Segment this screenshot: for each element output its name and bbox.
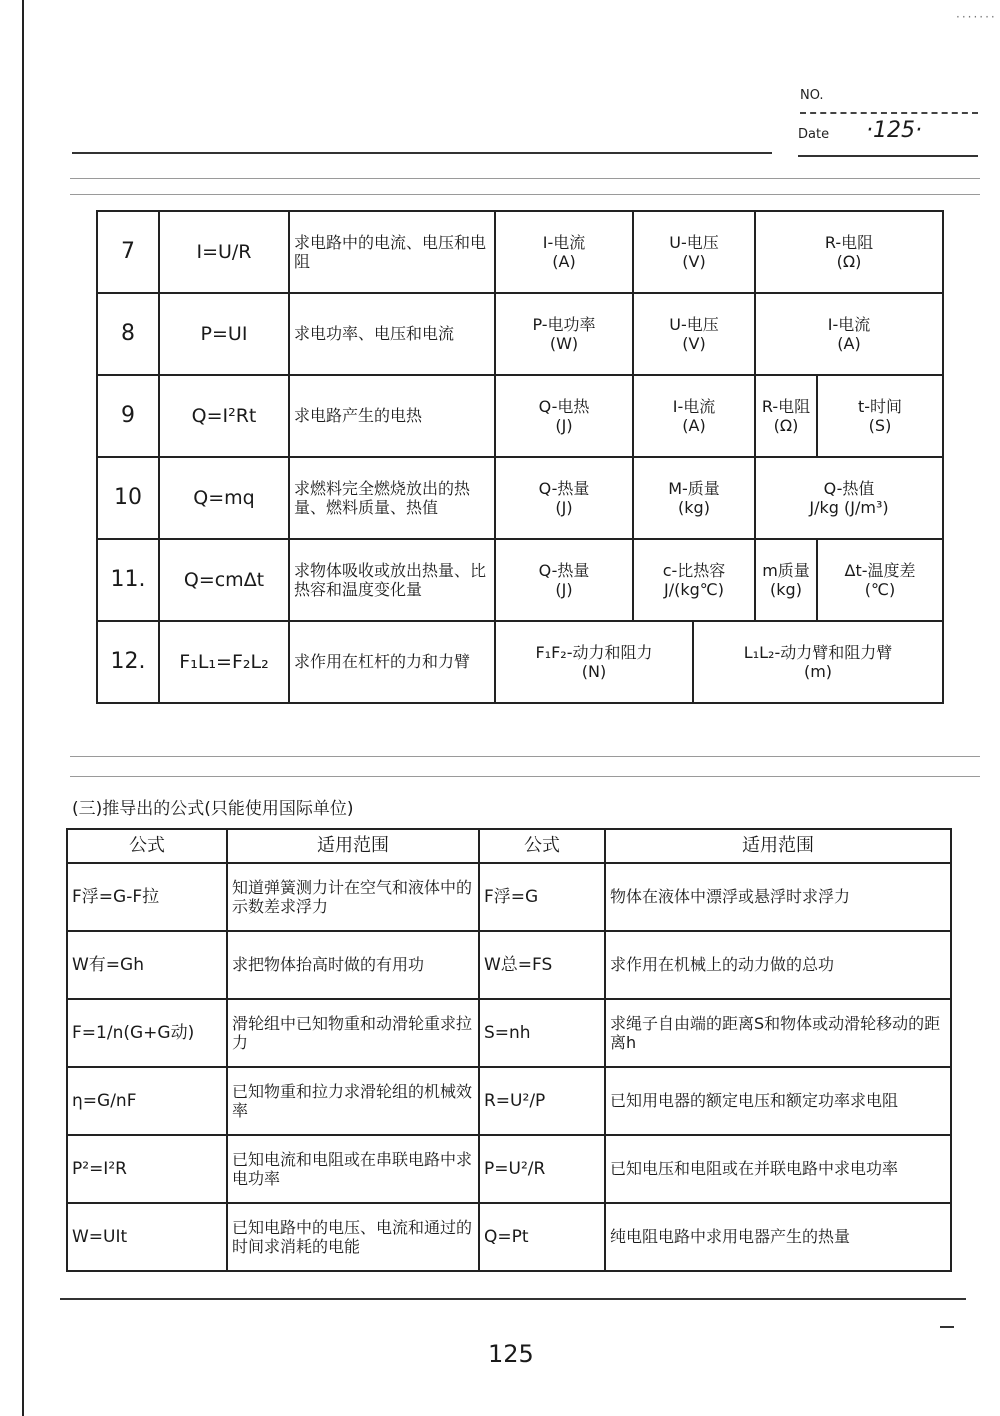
formula-cell: W有=Gh bbox=[67, 931, 227, 999]
table-row bbox=[97, 621, 943, 703]
formula-cell: R=U²/P bbox=[479, 1067, 605, 1135]
variable-unit: (W) bbox=[549, 334, 579, 353]
variable-unit: (J) bbox=[555, 580, 573, 599]
variable-name: U-电压 bbox=[669, 232, 719, 252]
table-row bbox=[97, 539, 943, 621]
variable-name: I-电流 bbox=[672, 396, 716, 416]
variable-unit: (J) bbox=[555, 416, 573, 435]
description-cell: 求燃料完全燃烧放出的热量、燃料质量、热值 bbox=[289, 457, 495, 539]
formula-cell: S=nh bbox=[479, 999, 605, 1067]
variable-name: c-比热容 bbox=[662, 560, 726, 580]
variable-cell bbox=[693, 621, 943, 703]
formula-cell: Q=cmΔt bbox=[159, 539, 289, 621]
variable-cell bbox=[495, 293, 633, 375]
derived-formula-table bbox=[66, 828, 952, 1272]
date-underline bbox=[798, 155, 978, 157]
variable-name: Q-电热 bbox=[538, 396, 590, 416]
table-row bbox=[97, 293, 943, 375]
variable-unit: (Ω) bbox=[836, 252, 862, 271]
formula-cell: Q=mq bbox=[159, 457, 289, 539]
variable-unit: (A) bbox=[682, 416, 706, 435]
variable-unit: (kg) bbox=[770, 580, 802, 599]
formula-cell: Q=I²Rt bbox=[159, 375, 289, 457]
no-label: NO. bbox=[800, 88, 824, 103]
variable-name: Δt-温度差 bbox=[844, 560, 916, 580]
formula-cell: F=1/n(G+G动) bbox=[67, 999, 227, 1067]
formula-cell: η=G/nF bbox=[67, 1067, 227, 1135]
variable-name: R-电阻 bbox=[761, 396, 811, 416]
corner-mark bbox=[940, 1326, 954, 1328]
ruled-line bbox=[70, 194, 980, 195]
formula-cell: W=UIt bbox=[67, 1203, 227, 1271]
scope-cell: 已知电压和电阻或在并联电路中求电功率 bbox=[605, 1135, 951, 1203]
variable-cell bbox=[495, 621, 693, 703]
table-row bbox=[67, 1067, 951, 1135]
scope-cell: 纯电阻电路中求用电器产生的热量 bbox=[605, 1203, 951, 1271]
formula-table bbox=[96, 210, 944, 704]
variable-name: t-时间 bbox=[857, 396, 903, 416]
table-row bbox=[97, 211, 943, 293]
variable-name: m质量 bbox=[762, 560, 810, 580]
section-title: (三)推导出的公式(只能使用国际单位) bbox=[72, 799, 354, 819]
variable-cell bbox=[755, 293, 943, 375]
variable-unit: (V) bbox=[682, 334, 706, 353]
variable-unit: J/kg (J/m³) bbox=[809, 498, 889, 517]
variable-name: L₁L₂-动力臂和阻力臂 bbox=[743, 642, 893, 662]
description-cell: 求物体吸收或放出热量、比热容和温度变化量 bbox=[289, 539, 495, 621]
scope-cell: 求把物体抬高时做的有用功 bbox=[227, 931, 479, 999]
variable-unit: J/(kg℃) bbox=[664, 580, 724, 599]
page-number: 125 bbox=[488, 1340, 534, 1368]
formula-cell: P=U²/R bbox=[479, 1135, 605, 1203]
ruled-line bbox=[70, 756, 980, 757]
table-row bbox=[67, 1203, 951, 1271]
variable-cell bbox=[817, 539, 943, 621]
table-row bbox=[67, 1135, 951, 1203]
formula-cell: F浮=G-F拉 bbox=[67, 863, 227, 931]
scope-cell: 滑轮组中已知物重和动滑轮重求拉力 bbox=[227, 999, 479, 1067]
formula-cell: P=UI bbox=[159, 293, 289, 375]
variable-name: M-质量 bbox=[668, 478, 720, 498]
description-cell: 求电路中的电流、电压和电阻 bbox=[289, 211, 495, 293]
ruled-line bbox=[70, 776, 980, 777]
formula-cell: F浮=G bbox=[479, 863, 605, 931]
variable-name: R-电阻 bbox=[824, 232, 874, 252]
scope-cell: 知道弹簧测力计在空气和液体中的示数差求浮力 bbox=[227, 863, 479, 931]
table-row bbox=[67, 863, 951, 931]
variable-cell bbox=[633, 293, 755, 375]
no-dashed-line bbox=[800, 112, 978, 114]
variable-cell bbox=[633, 539, 755, 621]
variable-unit: (m) bbox=[803, 662, 833, 681]
variable-cell bbox=[495, 539, 633, 621]
variable-cell bbox=[495, 375, 633, 457]
variable-unit: (℃) bbox=[864, 580, 896, 599]
date-value: ·125· bbox=[866, 118, 922, 143]
variable-unit: (kg) bbox=[678, 498, 710, 517]
variable-unit: (A) bbox=[552, 252, 576, 271]
column-header: 公式 bbox=[479, 829, 605, 863]
variable-cell bbox=[755, 375, 817, 457]
variable-cell bbox=[755, 211, 943, 293]
table-row bbox=[67, 931, 951, 999]
scope-cell: 已知电路中的电压、电流和通过的时间求消耗的电能 bbox=[227, 1203, 479, 1271]
column-header: 适用范围 bbox=[605, 829, 951, 863]
scope-cell: 求绳子自由端的距离S和物体或动滑轮移动的距离h bbox=[605, 999, 951, 1067]
variable-unit: (A) bbox=[837, 334, 861, 353]
row-number: 11. bbox=[97, 539, 159, 621]
variable-cell bbox=[633, 211, 755, 293]
variable-unit: (V) bbox=[682, 252, 706, 271]
column-header: 适用范围 bbox=[227, 829, 479, 863]
variable-cell bbox=[755, 457, 943, 539]
row-number: 8 bbox=[97, 293, 159, 375]
formula-cell: Q=Pt bbox=[479, 1203, 605, 1271]
variable-cell bbox=[633, 375, 755, 457]
scope-cell: 求作用在机械上的动力做的总功 bbox=[605, 931, 951, 999]
variable-cell bbox=[817, 375, 943, 457]
variable-name: F₁F₂-动力和阻力 bbox=[535, 642, 653, 662]
variable-cell bbox=[755, 539, 817, 621]
formula-cell: F₁L₁=F₂L₂ bbox=[159, 621, 289, 703]
variable-cell bbox=[633, 457, 755, 539]
table-row bbox=[67, 999, 951, 1067]
bottom-rule bbox=[60, 1298, 966, 1300]
table-header-row bbox=[67, 829, 951, 863]
scope-cell: 物体在液体中漂浮或悬浮时求浮力 bbox=[605, 863, 951, 931]
variable-unit: (N) bbox=[581, 662, 607, 681]
variable-name: P-电功率 bbox=[532, 314, 596, 334]
formula-cell: I=U/R bbox=[159, 211, 289, 293]
row-number: 9 bbox=[97, 375, 159, 457]
formula-cell: P²=I²R bbox=[67, 1135, 227, 1203]
variable-unit: (Ω) bbox=[773, 416, 799, 435]
ruled-line bbox=[70, 178, 980, 179]
variable-cell bbox=[495, 211, 633, 293]
variable-name: I-电流 bbox=[827, 314, 871, 334]
variable-name: Q-热量 bbox=[538, 478, 590, 498]
variable-name: I-电流 bbox=[542, 232, 586, 252]
variable-unit: (S) bbox=[868, 416, 892, 435]
row-number: 12. bbox=[97, 621, 159, 703]
description-cell: 求电路产生的电热 bbox=[289, 375, 495, 457]
scope-cell: 已知物重和拉力求滑轮组的机械效率 bbox=[227, 1067, 479, 1135]
description-cell: 求电功率、电压和电流 bbox=[289, 293, 495, 375]
table-row bbox=[97, 375, 943, 457]
variable-name: U-电压 bbox=[669, 314, 719, 334]
date-label: Date bbox=[798, 127, 830, 142]
scope-cell: 已知电流和电阻或在串联电路中求电功率 bbox=[227, 1135, 479, 1203]
row-number: 7 bbox=[97, 211, 159, 293]
description-cell: 求作用在杠杆的力和力臂 bbox=[289, 621, 495, 703]
column-header: 公式 bbox=[67, 829, 227, 863]
variable-name: Q-热值 bbox=[823, 478, 875, 498]
table-row bbox=[97, 457, 943, 539]
top-rule bbox=[72, 152, 772, 154]
formula-cell: W总=FS bbox=[479, 931, 605, 999]
row-number: 10 bbox=[97, 457, 159, 539]
scope-cell: 已知用电器的额定电压和额定功率求电阻 bbox=[605, 1067, 951, 1135]
left-margin-line bbox=[22, 0, 24, 1416]
variable-cell bbox=[495, 457, 633, 539]
variable-unit: (J) bbox=[555, 498, 573, 517]
corner-dots: ······· bbox=[956, 10, 997, 24]
variable-name: Q-热量 bbox=[538, 560, 590, 580]
